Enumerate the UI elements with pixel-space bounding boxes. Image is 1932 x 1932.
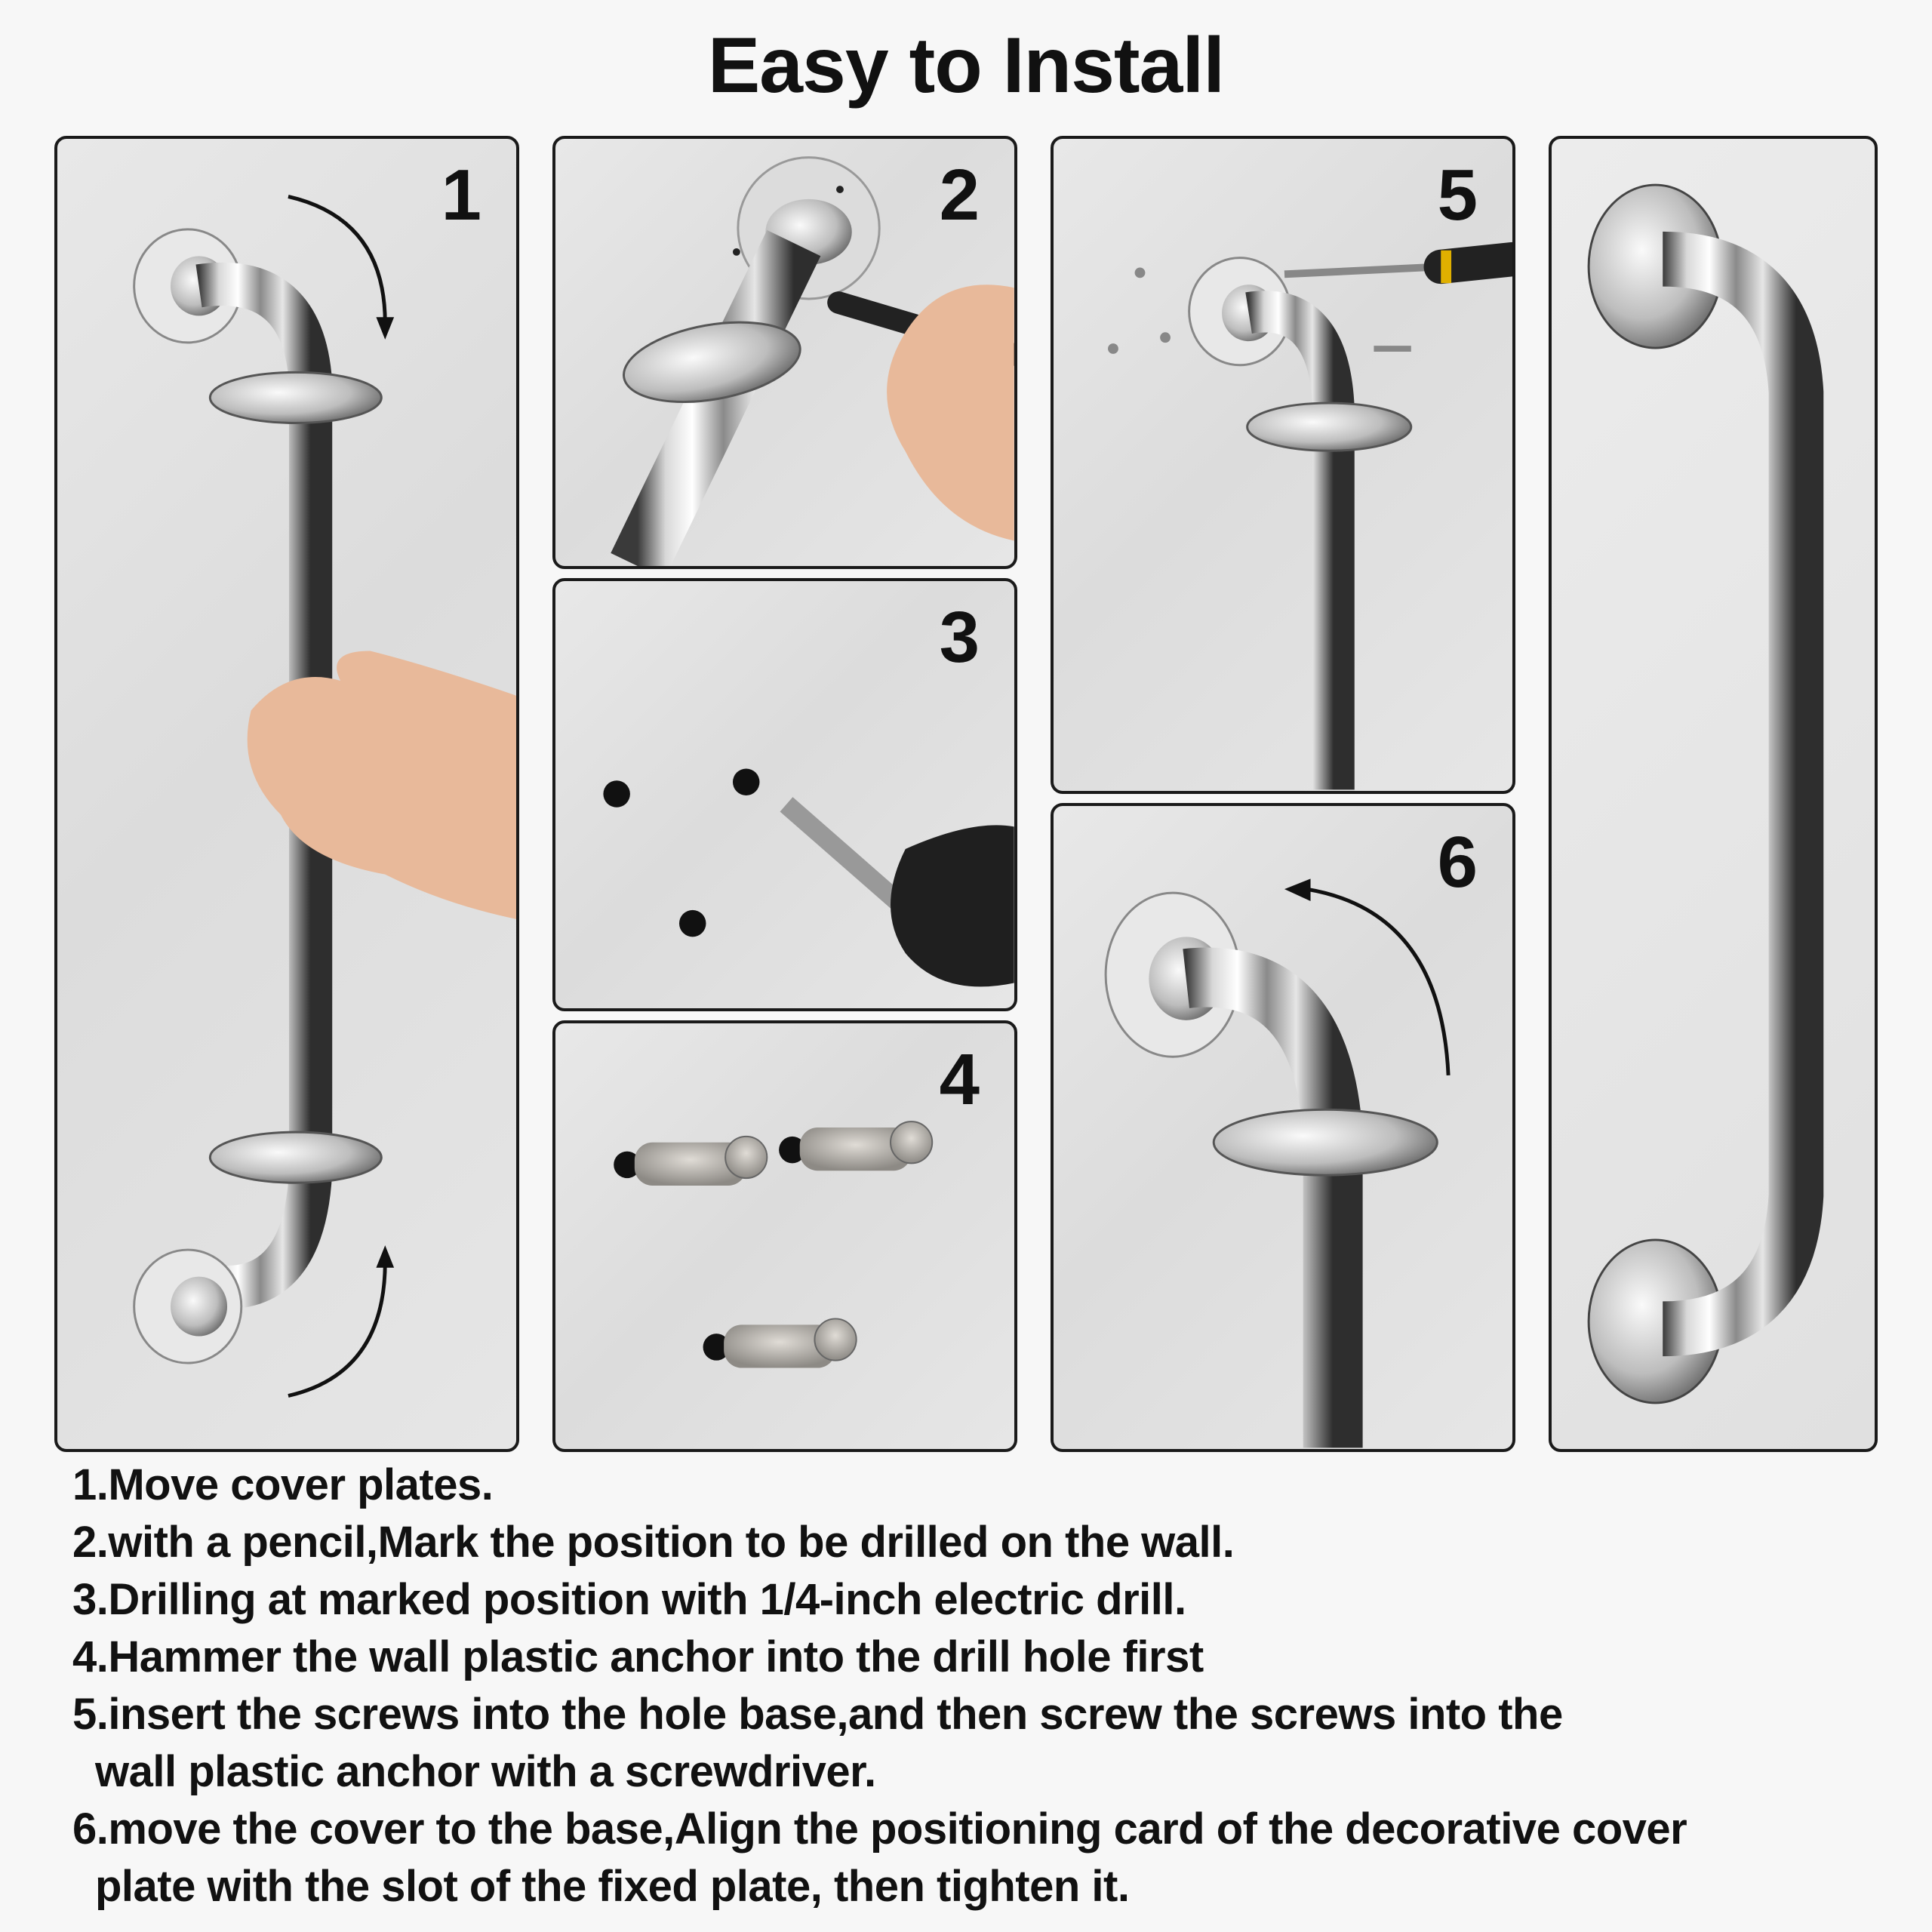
instruction-step-4: 4.Hammer the wall plastic anchor into the drill hole first: [72, 1632, 1204, 1681]
finished-grab-bar-panel: [1549, 136, 1878, 1452]
step-number: 2: [939, 155, 980, 235]
instruction-step-5-cont: wall plastic anchor with a screwdriver.: [95, 1747, 876, 1796]
instruction-step-6-cont: plate with the slot of the fixed plate, then tighten it.: [95, 1862, 1130, 1911]
step-number: 3: [939, 597, 980, 678]
grab-bar-illustration: [57, 139, 516, 1449]
step-4-panel: [552, 1020, 1017, 1452]
step-6-panel: [1051, 803, 1515, 1452]
step-3-panel: [552, 578, 1017, 1011]
step-number: 5: [1437, 155, 1478, 235]
instructions-list: [72, 1457, 1884, 1915]
page-title: Easy to Install: [707, 22, 1225, 109]
step-1-panel: [54, 136, 519, 1452]
step-5-panel: [1051, 136, 1515, 794]
instruction-step-5: 5.insert the screws into the hole base,and then screw the screws into the: [72, 1690, 1563, 1739]
instruction-step-2: 2.with a pencil,Mark the position to be drilled on the wall.: [72, 1518, 1235, 1567]
instruction-step-1: 1.Move cover plates.: [72, 1460, 494, 1509]
instruction-step-6: 6.move the cover to the base,Align the positioning card of the decorative cover: [72, 1804, 1687, 1854]
step-number: 1: [441, 155, 481, 235]
step-2-panel: [552, 136, 1017, 569]
finished-grab-bar-illustration: [1552, 139, 1875, 1449]
step-number: 4: [939, 1039, 980, 1120]
instruction-step-3: 3.Drilling at marked position with 1/4-inch electric drill.: [72, 1575, 1186, 1624]
step-number: 6: [1437, 822, 1478, 903]
